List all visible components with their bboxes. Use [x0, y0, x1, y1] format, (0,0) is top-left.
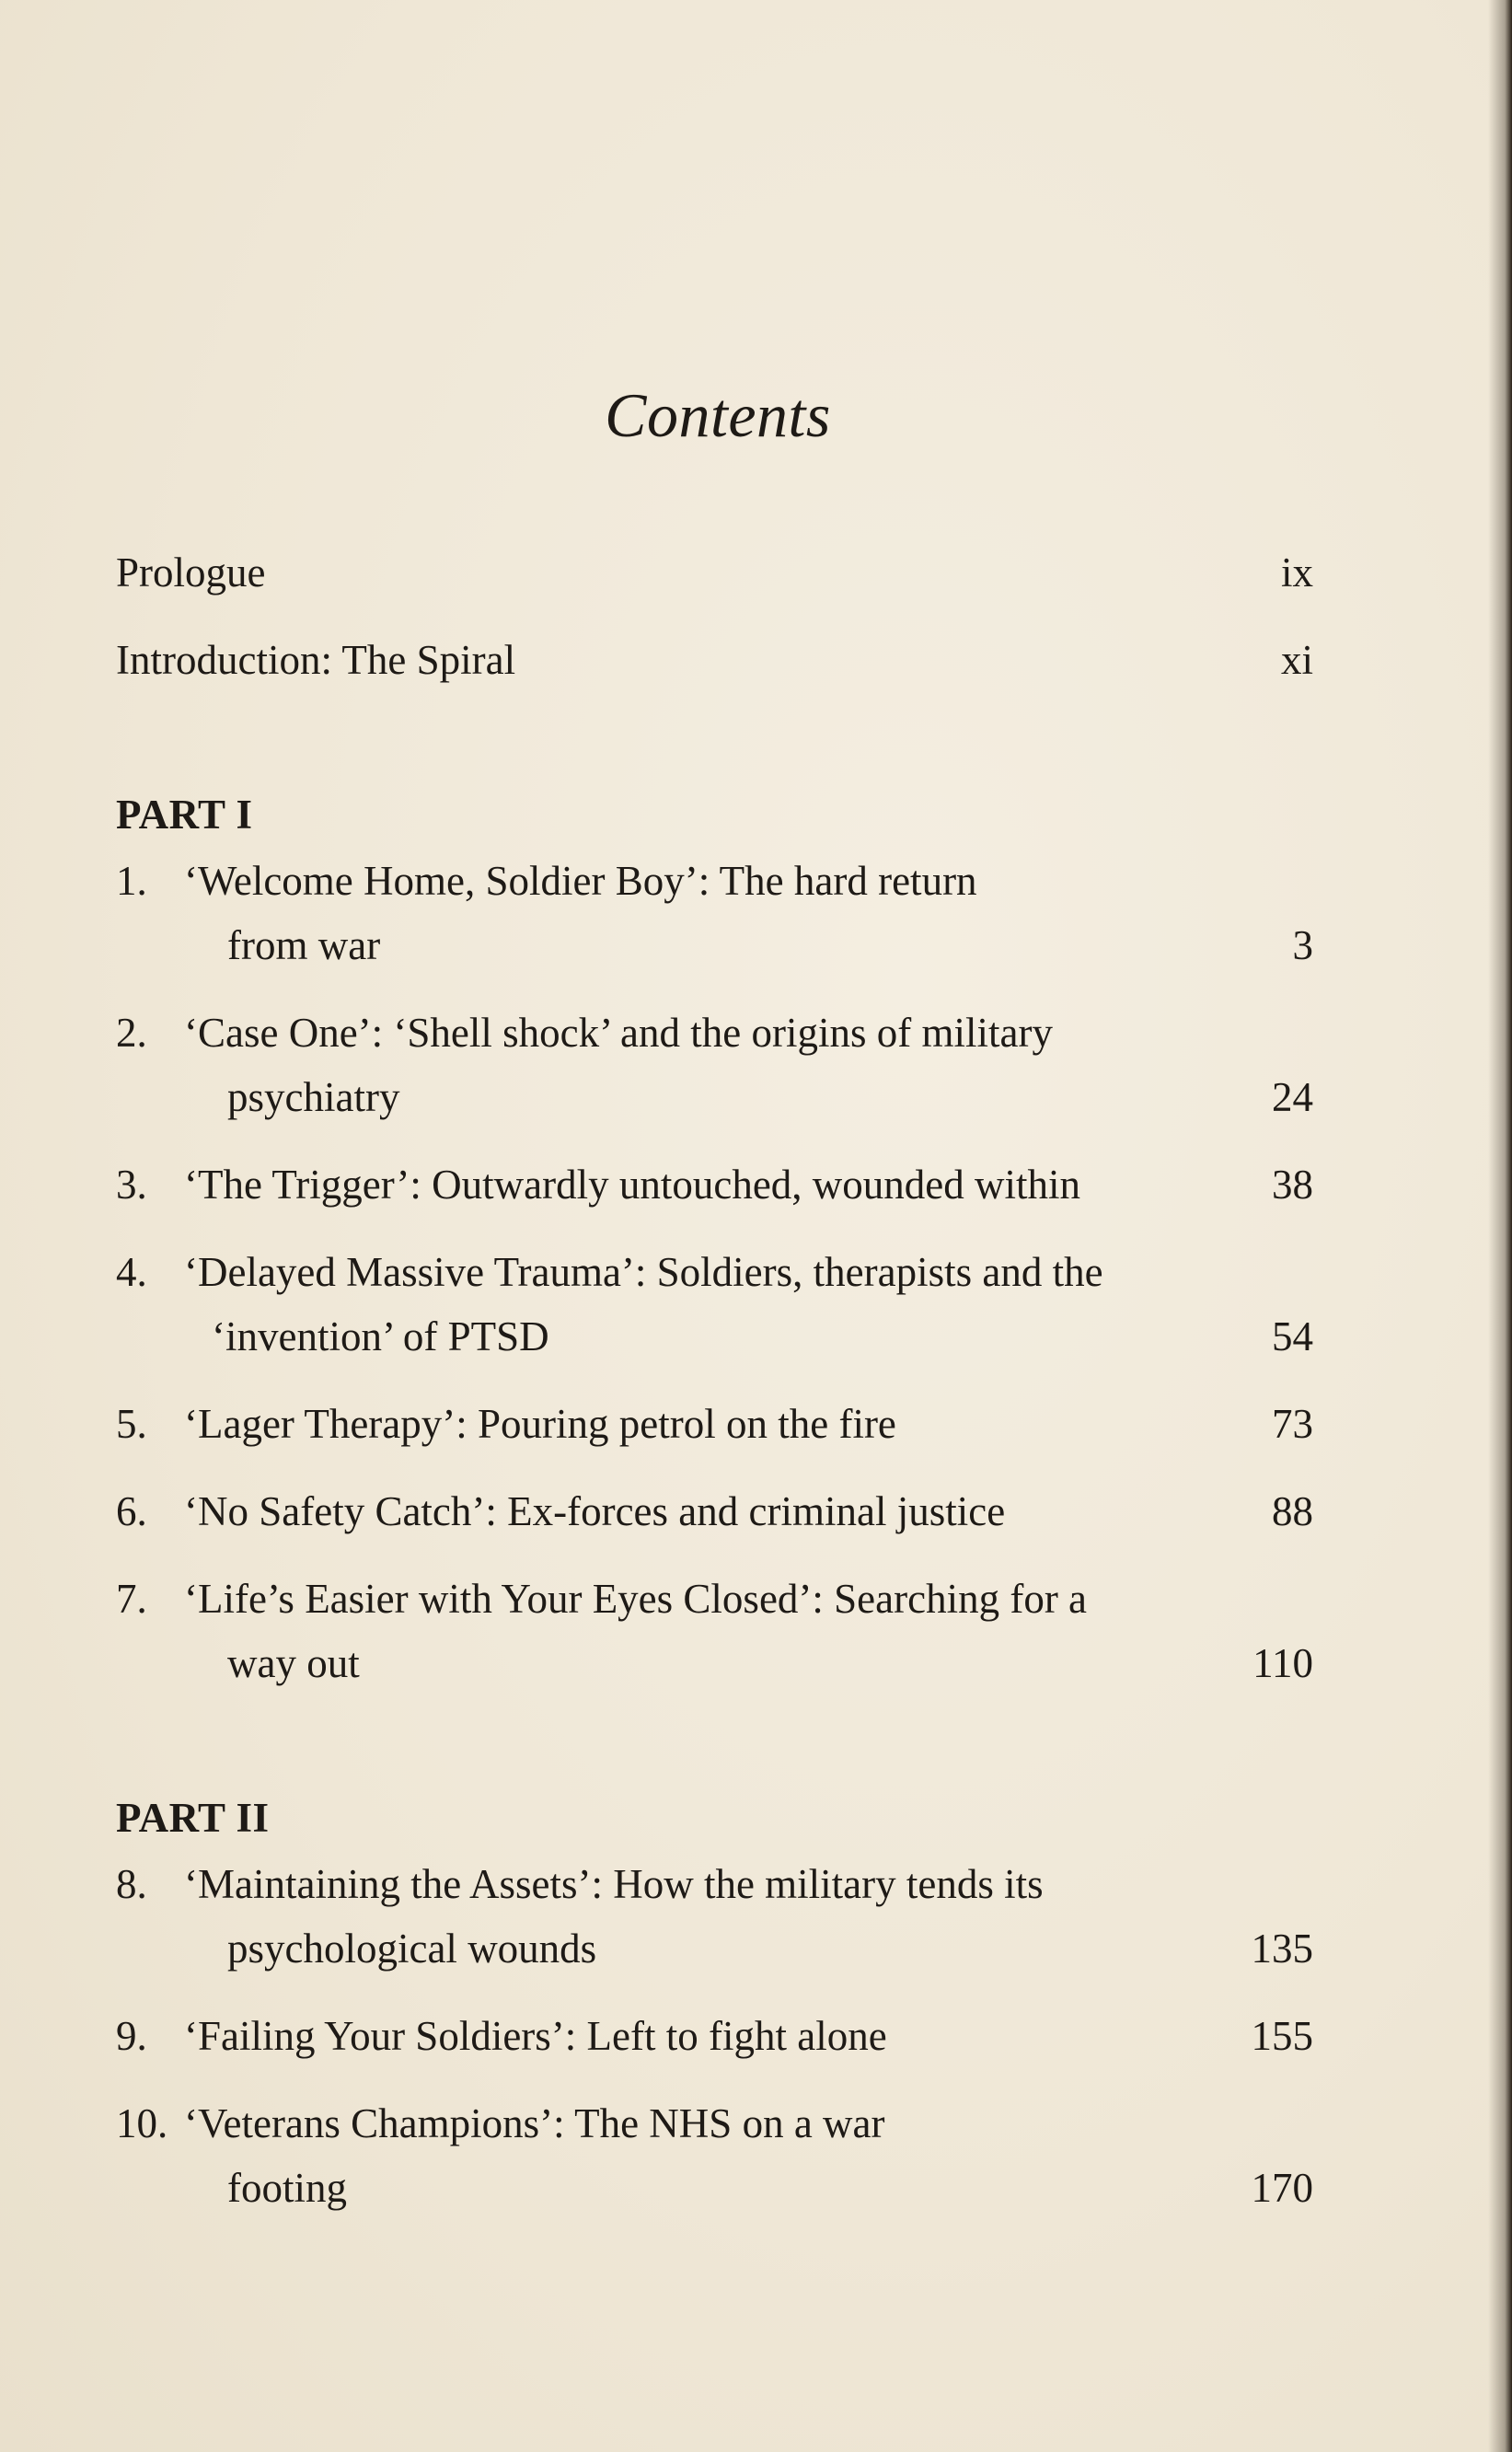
chapter-page: 170: [1251, 2165, 1313, 2211]
chapter-title: ‘Veterans Champions’: The NHS on a war: [184, 2100, 885, 2146]
toc-page-introduction: xi: [1280, 637, 1313, 683]
chapter-number: 6.: [116, 1488, 147, 1534]
chapter-title-continued: psychiatry: [227, 1074, 400, 1120]
chapter-title: ‘Failing Your Soldiers’: Left to fight alone: [184, 2013, 887, 2059]
page-edge-shadow: [1488, 0, 1512, 2452]
chapter-number: 1.: [116, 858, 147, 904]
chapter-number: 7.: [116, 1576, 147, 1622]
chapter-page: 54: [1272, 1313, 1313, 1359]
chapter-number: 3.: [116, 1162, 147, 1208]
page-title: Contents: [605, 380, 831, 450]
chapter-title: ‘Case One’: ‘Shell shock’ and the origins of military: [184, 1010, 1053, 1056]
chapter-number: 10.: [116, 2100, 168, 2146]
chapter-page: 38: [1272, 1162, 1313, 1208]
chapter-title-continued: footing: [227, 2165, 347, 2211]
chapter-title: ‘Welcome Home, Soldier Boy’: The hard return: [184, 858, 977, 904]
chapter-title: ‘Maintaining the Assets’: How the military tends its: [184, 1861, 1044, 1907]
chapter-page: 24: [1272, 1074, 1313, 1120]
chapter-page: 3: [1292, 922, 1313, 968]
chapter-title: ‘The Trigger’: Outwardly untouched, wounded within: [184, 1162, 1081, 1208]
chapter-page: 110: [1252, 1640, 1313, 1686]
chapter-page: 135: [1251, 1926, 1313, 1972]
chapter-number: 9.: [116, 2013, 147, 2059]
chapter-title-continued: way out: [227, 1640, 360, 1686]
toc-entry-introduction: Introduction: The Spiral: [116, 637, 516, 683]
chapter-number: 4.: [116, 1249, 147, 1295]
chapter-title: ‘Life’s Easier with Your Eyes Closed’: Searching for a: [184, 1576, 1088, 1622]
toc-entry-prologue: Prologue: [116, 549, 266, 596]
chapter-number: 5.: [116, 1401, 147, 1447]
chapter-title-continued: psychological wounds: [227, 1926, 597, 1972]
chapter-title: ‘No Safety Catch’: Ex-forces and criminal justice: [184, 1488, 1006, 1534]
chapter-title-continued: from war: [227, 922, 381, 968]
chapter-title-continued: ‘invention’ of PTSD: [212, 1313, 549, 1359]
part-heading-1: PART I: [116, 792, 253, 838]
chapter-number: 8.: [116, 1861, 147, 1907]
chapter-page: 88: [1272, 1488, 1313, 1534]
chapter-title: ‘Lager Therapy’: Pouring petrol on the fire: [184, 1401, 896, 1447]
chapter-number: 2.: [116, 1010, 147, 1056]
chapter-title: ‘Delayed Massive Trauma’: Soldiers, therapists and the: [184, 1249, 1103, 1295]
part-heading-2: PART II: [116, 1795, 270, 1841]
chapter-page: 155: [1251, 2013, 1313, 2059]
chapter-page: 73: [1272, 1401, 1313, 1447]
toc-page-prologue: ix: [1280, 549, 1313, 596]
